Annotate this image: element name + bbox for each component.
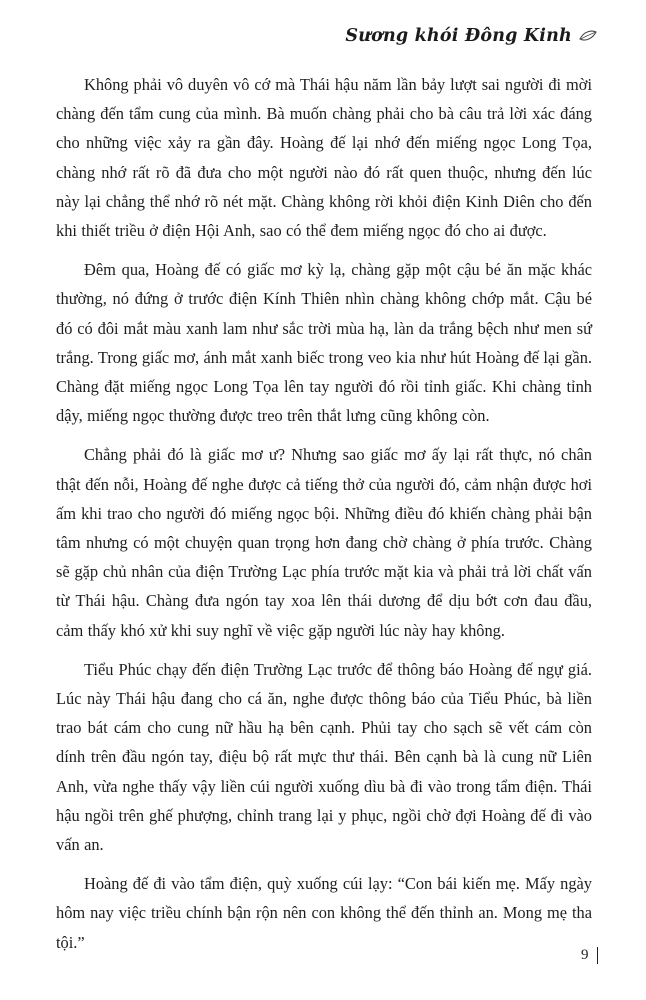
- paragraph: Hoàng đế đi vào tẩm điện, quỳ xuống cúi lạy: “Con bái kiến mẹ. Mấy ngày hôm nay việc triều chính bận rộn nên con không thể đến thỉnh an. Mong mẹ tha tội.”: [56, 874, 592, 952]
- page-body: [56, 70, 592, 957]
- paragraph: Đêm qua, Hoàng đế có giấc mơ kỳ lạ, chàng gặp một cậu bé ăn mặc khác thường, nó đứng ở trước điện Kính Thiên nhìn chàng không chớp mắt. Cậu bé đó có đôi mắt màu xanh lam như sắc trời mùa hạ, làn da trắng bệch như men sứ trắng. Trong giấc mơ, ánh mắt xanh biếc trong veo kia như hút Hoàng đế lại gần. Chàng đặt miếng ngọc Long Tọa lên tay người đó rồi tỉnh giấc. Khi chàng tỉnh dậy, miếng ngọc thường được treo trên thắt lưng cũng không còn.: [56, 260, 592, 426]
- paragraph: Tiểu Phúc chạy đến điện Trường Lạc trước để thông báo Hoàng đế ngự giá. Lúc này Thái hậu đang cho cá ăn, nghe được thông báo của Tiểu Phúc, bà liền trao bát cám cho cung nữ hầu hạ bên cạnh. Phủi tay cho sạch sẽ vết cám còn dính trên đầu ngón tay, điệu bộ rất mực thư thái. Bên cạnh bà là cung nữ Liên Anh, vừa nghe thấy vậy liền cúi người xuống dìu bà đi vào trong tẩm điện. Thái hậu ngồi trên ghế phượng, chỉnh trang lại y phục, ngồi chờ đợi Hoàng đế đi vào vấn an.: [56, 659, 592, 855]
- page-number: 9: [581, 947, 589, 963]
- page-footer: [581, 947, 598, 964]
- footer-rule: [597, 947, 599, 964]
- leaf-ornament-icon: [578, 29, 598, 43]
- running-head-title: Sương khói Đông Kinh: [345, 26, 572, 46]
- running-header: [345, 26, 598, 46]
- paragraph: Chẳng phải đó là giấc mơ ư? Nhưng sao giấc mơ ấy lại rất thực, nó chân thật đến nỗi, Hoàng đế nghe được cả tiếng thở của người đó, cảm nhận được hơi ấm khi trao cho người đó miếng ngọc bội. Những điều đó khiến chàng phải bận tâm nhưng có một chuyện quan trọng hơn đang chờ chàng ở phía trước. Chàng sẽ gặp chủ nhân của điện Trường Lạc phía trước mặt kia và phải trả lời chất vấn từ Thái hậu. Chàng đưa ngón tay xoa lên thái dương để dịu bớt cơn đau đầu, cảm thấy khó xử khi suy nghĩ về việc gặp người lúc này hay không.: [56, 445, 592, 640]
- paragraph: Không phải vô duyên vô cớ mà Thái hậu năm lần bảy lượt sai người đi mời chàng đến tẩm cung của mình. Bà muốn chàng phải cho bà câu trả lời xác đáng cho những việc xảy ra gần đây. Hoàng đế lại nhớ đến miếng ngọc Long Tọa, chàng nhớ rất rõ đã đưa cho một người nào đó rất quen thuộc, nhưng đến lúc này lại chẳng thể nhớ rõ nét mặt. Chàng không rời khỏi điện Kinh Diên cho đến khi thiết triều ở điện Hội Anh, sao có thể đem miếng ngọc đó cho ai được.: [56, 75, 592, 241]
